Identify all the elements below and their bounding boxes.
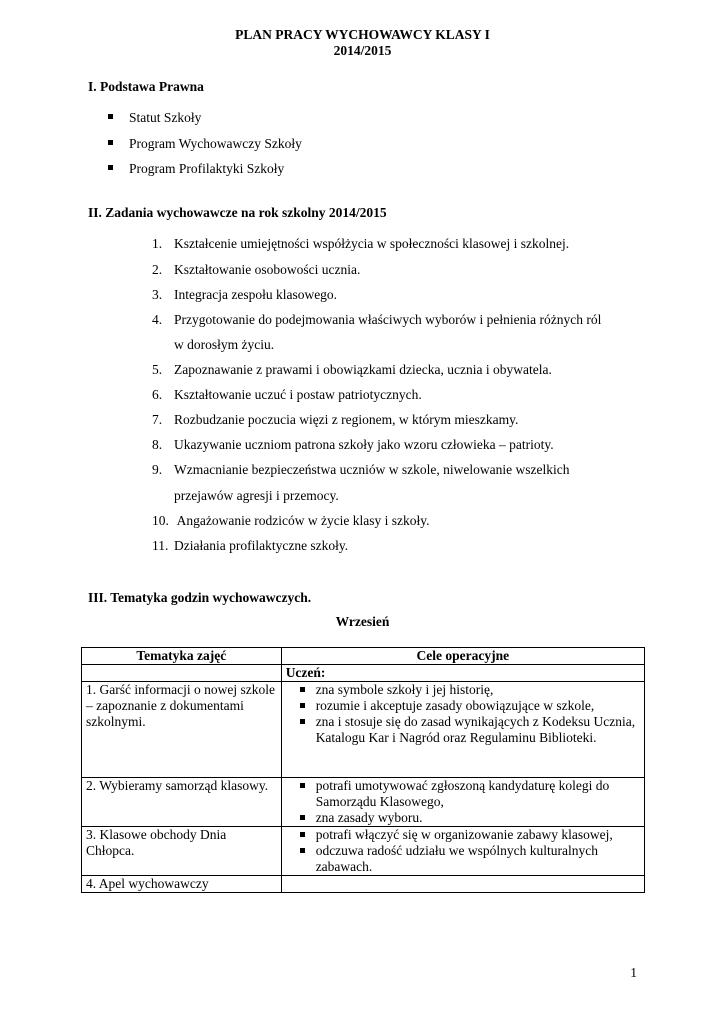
list-item: Program Profilaktyki Szkoły: [108, 161, 284, 177]
title-line-2: 2014/2015: [333, 43, 392, 58]
title-line-1: PLAN PRACY WYCHOWAWCY KLASY I: [235, 27, 490, 42]
topic-cell: 2. Wybieramy samorząd klasowy.: [82, 778, 282, 827]
list-item: 5. Zapoznawanie z prawami i obowiązkami dziecka, ucznia i obywatela.: [152, 362, 552, 377]
goal-item: potrafi umotywować zgłoszoną kandydaturę kolegi do Samorządu Klasowego,: [286, 778, 640, 810]
goals-cell: [281, 876, 644, 893]
square-bullet-icon: [108, 114, 113, 119]
table-header-row: [82, 648, 645, 665]
table-row: [82, 827, 645, 876]
table-row: [82, 682, 645, 778]
month-heading: Wrzesień: [335, 614, 390, 629]
list-item: 6. Kształtowanie uczuć i postaw patriotycznych.: [152, 387, 422, 402]
goals-cell: [281, 827, 644, 876]
list-item-continuation: przejawów agresji i przemocy.: [174, 488, 339, 503]
list-item: 4. Przygotowanie do podejmowania właściwych wyborów i pełnienia różnych ról: [152, 312, 602, 327]
subheader-student: Uczeń:: [281, 665, 644, 682]
topic-cell: 4. Apel wychowawczy: [82, 876, 282, 893]
list-item: 10. Angażowanie rodziców w życie klasy i szkoły.: [152, 513, 430, 528]
table-row: [82, 876, 645, 893]
column-header-goals: Cele operacyjne: [281, 648, 644, 665]
section-1-heading: I. Podstawa Prawna: [88, 79, 204, 94]
goal-item: rozumie i akceptuje zasady obowiązujące w szkole,: [286, 698, 640, 714]
goal-item: odczuwa radość udziału we wspólnych kulturalnych zabawach.: [286, 843, 640, 875]
list-item: Program Wychowawczy Szkoły: [108, 136, 302, 152]
lesson-plan-table: [81, 647, 645, 893]
list-item: 2. Kształtowanie osobowości ucznia.: [152, 262, 361, 277]
goal-item: zna zasady wyboru.: [286, 810, 640, 826]
list-item: 11. Działania profilaktyczne szkoły.: [152, 538, 349, 553]
square-bullet-icon: [108, 140, 113, 145]
page-number: 1: [630, 965, 637, 980]
list-item: 3. Integracja zespołu klasowego.: [152, 287, 338, 302]
goal-item: potrafi włączyć się w organizowanie zabawy klasowej,: [286, 827, 640, 843]
list-item: 7. Rozbudzanie poczucia więzi z regionem, w którym mieszkamy.: [152, 412, 519, 427]
topic-cell: 1. Garść informacji o nowej szkole – zapoznanie z dokumentami szkolnymi.: [82, 682, 282, 778]
empty-cell: [82, 665, 282, 682]
goal-item: zna i stosuje się do zasad wynikających z Kodeksu Ucznia, Katalogu Kar i Nagród oraz Regulaminu Biblioteki.: [286, 714, 640, 746]
goal-item: zna symbole szkoły i jej historię,: [286, 682, 640, 698]
goals-cell: [281, 682, 644, 778]
list-item: 1. Kształcenie umiejętności współżycia w społeczności klasowej i szkolnej.: [152, 236, 570, 251]
topic-cell: 3. Klasowe obchody Dnia Chłopca.: [82, 827, 282, 876]
section-2-heading: II. Zadania wychowawcze na rok szkolny 2014/2015: [88, 205, 387, 220]
list-item: 9. Wzmacnianie bezpieczeństwa uczniów w szkole, niwelowanie wszelkich: [152, 462, 570, 477]
document-title: [0, 27, 725, 59]
table-row: [82, 778, 645, 827]
goals-cell: [281, 778, 644, 827]
list-item: 8. Ukazywanie uczniom patrona szkoły jako wzoru człowieka – patrioty.: [152, 437, 554, 452]
column-header-topic: Tematyka zajęć: [82, 648, 282, 665]
square-bullet-icon: [108, 165, 113, 170]
list-item: Statut Szkoły: [108, 110, 201, 126]
section-3-heading: III. Tematyka godzin wychowawczych.: [88, 590, 312, 605]
table-subheader-row: [82, 665, 645, 682]
list-item-continuation: w dorosłym życiu.: [174, 337, 275, 352]
